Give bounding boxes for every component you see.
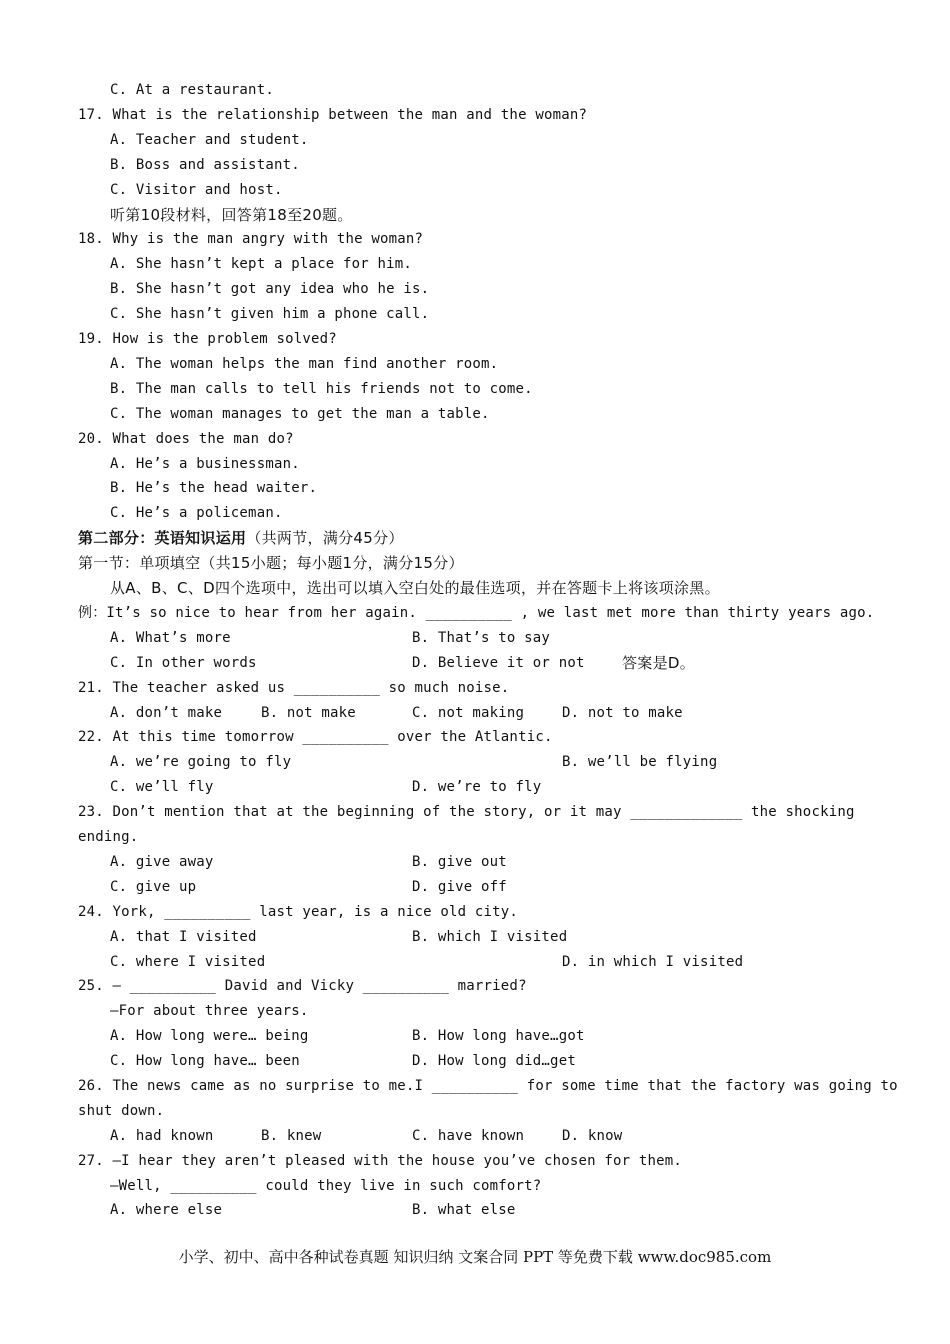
q24-option-a: A. that I visited — [110, 929, 257, 945]
q22-option-a: A. we’re going to fly — [110, 754, 292, 770]
q25-option-b: B. How long have…got — [412, 1028, 585, 1044]
question-line: 19. How is the problem solved? — [78, 331, 337, 347]
q25-option-a: A. How long were… being — [110, 1028, 309, 1044]
option-line: 听第10段材料，回答第18至20题。 — [110, 206, 353, 224]
question-line: 17. What is the relationship between the man and the woman? — [78, 107, 588, 123]
part2-subtitle: （共两节，满分45分） — [246, 529, 404, 547]
example-option-d: D. Believe it or not — [412, 655, 585, 671]
q26-stem-continued: shut down. — [78, 1103, 165, 1119]
option-line: C. He’s a policeman. — [110, 505, 283, 521]
q25-option-d: D. How long did…get — [412, 1053, 576, 1069]
q24-option-d: D. in which I visited — [562, 954, 744, 970]
option-line: A. The woman helps the man find another room. — [110, 356, 499, 372]
option-line: C. Visitor and host. — [110, 182, 283, 198]
part2-heading — [78, 528, 404, 548]
option-line: C. The woman manages to get the man a table. — [110, 406, 490, 422]
example-option-a: A. What’s more — [110, 630, 231, 646]
q27-option-a: A. where else — [110, 1202, 223, 1218]
q25-stem: 25. — __________ David and Vicky __________ married? — [78, 978, 527, 994]
q21-stem: 21. The teacher asked us __________ so much noise. — [78, 680, 510, 696]
q27-stem: 27. —I hear they aren’t pleased with the house you’ve chosen for them. — [78, 1153, 683, 1169]
q26-option-b: B. knew — [261, 1128, 322, 1144]
example-stem: 例：It’s so nice to hear from her again. __________ , we last met more than thirty years ago. — [78, 605, 875, 621]
q25-option-c: C. How long have… been — [110, 1053, 300, 1069]
q22-stem: 22. At this time tomorrow __________ over the Atlantic. — [78, 729, 553, 745]
option-line: A. Teacher and student. — [110, 132, 309, 148]
option-line: B. He’s the head waiter. — [110, 480, 318, 496]
option-line: B. The man calls to tell his friends not to come. — [110, 381, 533, 397]
example-option-c: C. In other words — [110, 655, 257, 671]
question-line: 18. Why is the man angry with the woman? — [78, 231, 424, 247]
q21-option-d: D. not to make — [562, 705, 683, 721]
q21-option-b: B. not make — [261, 705, 356, 721]
q21-option-c: C. not making — [412, 705, 525, 721]
q23-option-a: A. give away — [110, 854, 214, 870]
part2-title: 第二部分：英语知识运用 — [78, 529, 247, 547]
instruction-text: 从A、B、C、D四个选项中，选出可以填入空白处的最佳选项，并在答题卡上将该项涂黑。 — [110, 579, 720, 597]
option-line: B. She hasn’t got any idea who he is. — [110, 281, 430, 297]
example-option-b: B. That’s to say — [412, 630, 551, 646]
q23-option-d: D. give off — [412, 879, 507, 895]
q24-option-b: B. which I visited — [412, 929, 568, 945]
q23-stem: 23. Don’t mention that at the beginning of the story, or it may _____________ the shocking — [78, 804, 855, 820]
q23-stem-continued: ending. — [78, 829, 139, 845]
section1-heading: 第一节：单项填空（共15小题；每小题1分，满分15分） — [78, 554, 464, 572]
q22-option-b: B. we’ll be flying — [562, 754, 718, 770]
option-line: A. She hasn’t kept a place for him. — [110, 256, 413, 272]
q26-option-a: A. had known — [110, 1128, 214, 1144]
q24-option-c: C. where I visited — [110, 954, 266, 970]
q23-option-b: B. give out — [412, 854, 507, 870]
q24-stem: 24. York, __________ last year, is a nice old city. — [78, 904, 519, 920]
q27-reply: —Well, __________ could they live in such comfort? — [110, 1178, 542, 1194]
q26-option-c: C. have known — [412, 1128, 525, 1144]
q22-option-c: C. we’ll fly — [110, 779, 214, 795]
q26-stem: 26. The news came as no surprise to me.I __________ for some time that the factory was going to — [78, 1078, 898, 1094]
q26-option-d: D. know — [562, 1128, 623, 1144]
question-line: 20. What does the man do? — [78, 431, 294, 447]
q27-option-b: B. what else — [412, 1202, 516, 1218]
example-answer: 答案是D。 — [622, 654, 696, 672]
option-line: B. Boss and assistant. — [110, 157, 300, 173]
option-line: C. At a restaurant. — [110, 82, 274, 98]
option-line: A. He’s a businessman. — [110, 456, 300, 472]
q22-option-d: D. we’re to fly — [412, 779, 542, 795]
q21-option-a: A. don’t make — [110, 705, 223, 721]
q25-reply: —For about three years. — [110, 1003, 309, 1019]
option-line: C. She hasn’t given him a phone call. — [110, 306, 430, 322]
q23-option-c: C. give up — [110, 879, 197, 895]
page-footer: 小学、初中、高中各种试卷真题 知识归纳 文案合同 PPT 等免费下载 www.doc985.com — [178, 1248, 772, 1266]
